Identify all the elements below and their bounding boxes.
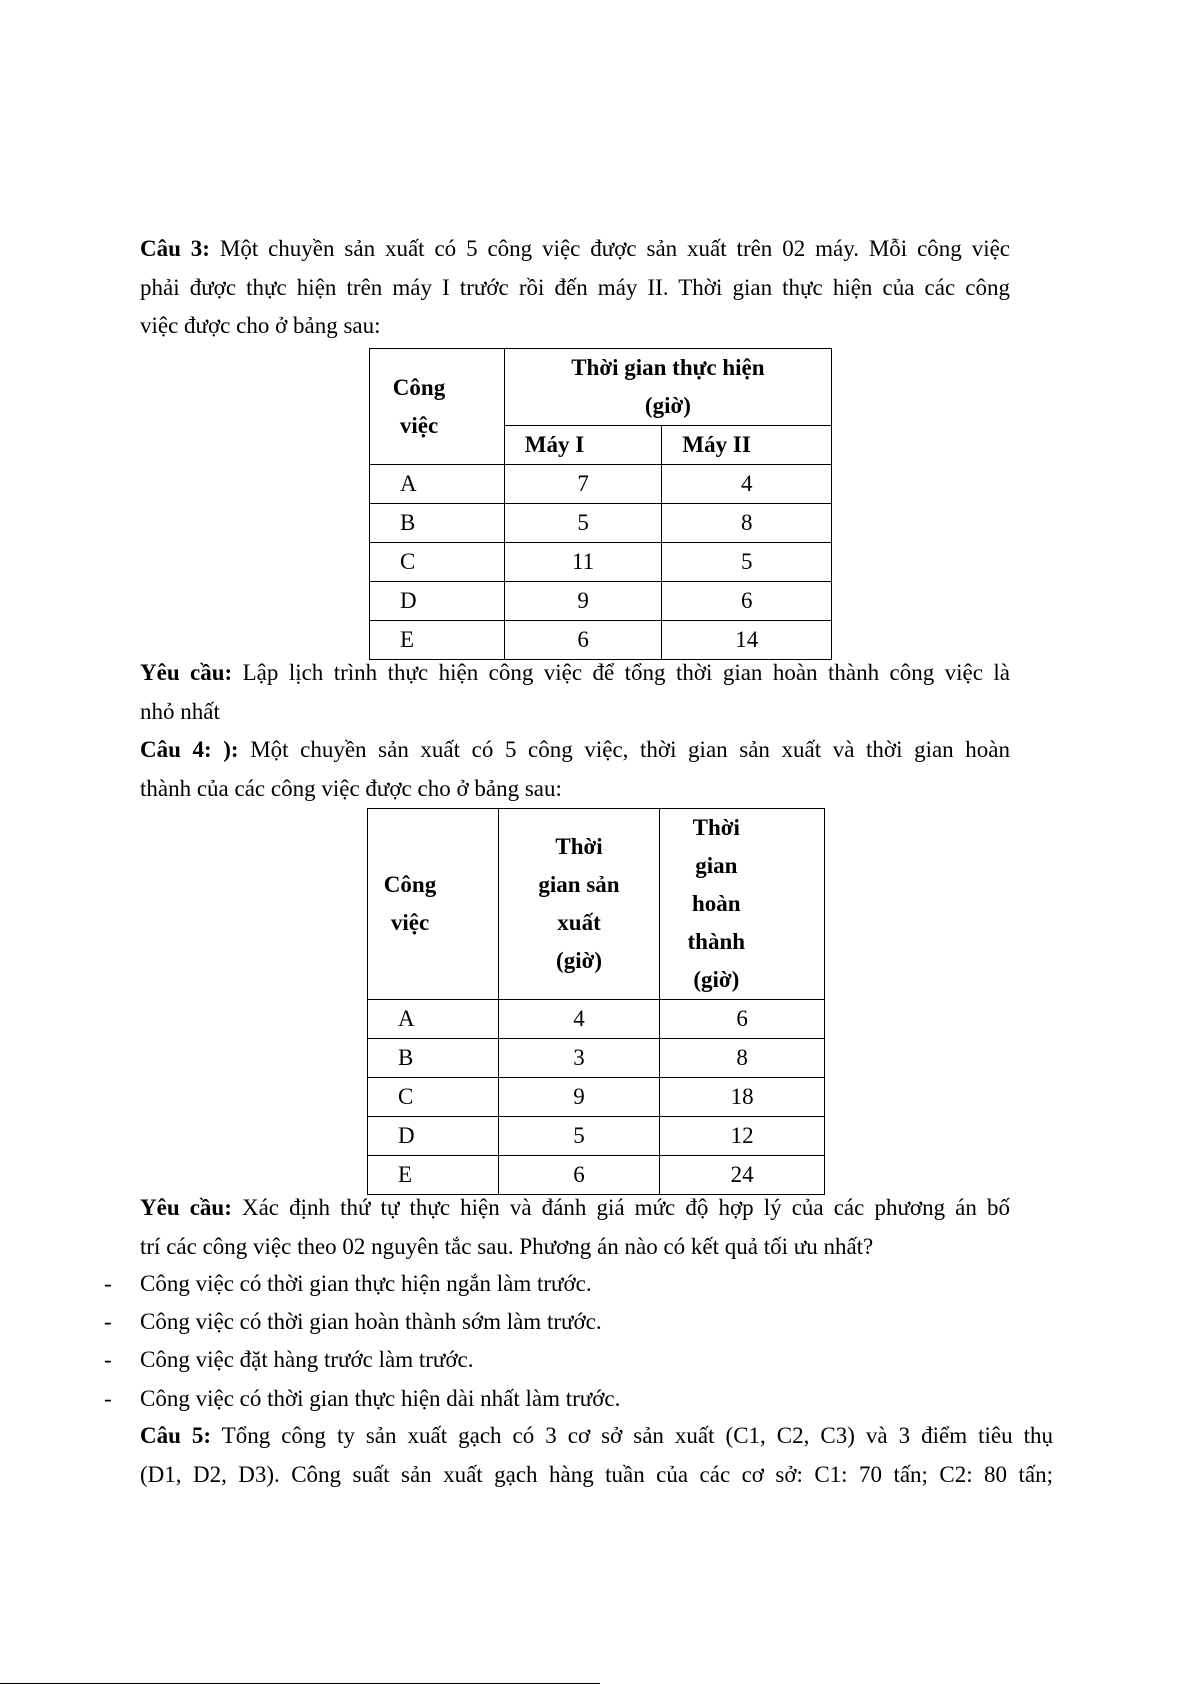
question-3-line-1: Câu 3: Một chuyền sản xuất có 5 công việc được sản xuất trên 02 máy. Mỗi công việc bbox=[140, 236, 1011, 261]
question-3 bbox=[140, 230, 1010, 346]
table-row: C 9 18 bbox=[368, 1078, 825, 1117]
requirement-3-line-2: nhỏ nhất bbox=[140, 698, 220, 724]
table1-header-job: Công việc bbox=[370, 349, 505, 465]
table-row: D 9 6 bbox=[370, 582, 832, 621]
table1-header-machine-2: Máy II bbox=[662, 426, 832, 465]
table2-header-production-time: Thời gian sản xuất (giờ) bbox=[498, 809, 660, 1000]
table-row: C 11 5 bbox=[370, 543, 832, 582]
footer-rule bbox=[0, 1683, 600, 1684]
table-row: E 6 24 bbox=[368, 1156, 825, 1195]
requirement-3-line-1: Yêu cầu: Lập lịch trình thực hiện công việc để tổng thời gian hoàn thành công việc là bbox=[140, 660, 1010, 685]
question-5 bbox=[140, 1417, 1053, 1494]
question-3-line-3: việc được cho ở bảng sau: bbox=[140, 313, 381, 338]
question-4-line-1: Câu 4: ): Một chuyền sản xuất có 5 công việc, thời gian sản xuất và thời gian hoàn bbox=[140, 737, 1010, 762]
table-row: A 4 6 bbox=[368, 1000, 825, 1039]
question-5-line-1: Câu 5: Tổng công ty sản xuất gạch có 3 cơ sở sản xuất (C1, C2, C3) và 3 điểm tiêu thụ bbox=[140, 1423, 1054, 1448]
question-4-label: Câu 4: ): bbox=[140, 737, 239, 762]
table-row: E 6 14 bbox=[370, 621, 832, 660]
requirement-4-line-1: Yêu cầu: Xác định thứ tự thực hiện và đánh giá mức độ hợp lý của các phương án bố bbox=[140, 1195, 1010, 1220]
requirement-4-line-2: trí các công việc theo 02 nguyên tắc sau. Phương án nào có kết quả tối ưu nhất? bbox=[140, 1233, 874, 1259]
list-item: - Công việc có thời gian hoàn thành sớm làm trước. bbox=[104, 1309, 602, 1335]
table1-header-machine-1: Máy I bbox=[504, 426, 662, 465]
table2-header-job: Công việc bbox=[368, 809, 499, 1000]
table-row: D 5 12 bbox=[368, 1117, 825, 1156]
requirement-3 bbox=[140, 654, 1010, 808]
requirement-4 bbox=[140, 1189, 1010, 1266]
table-row: B 5 8 bbox=[370, 504, 832, 543]
table-row: A 7 4 bbox=[370, 465, 832, 504]
list-item: - Công việc đặt hàng trước làm trước. bbox=[104, 1347, 474, 1373]
machine-time-table bbox=[369, 348, 832, 660]
question-5-label: Câu 5: bbox=[140, 1423, 212, 1448]
table2-header-completion-time: Thời gian hoàn thành (giờ) bbox=[660, 809, 825, 1000]
table1-header-time: Thời gian thực hiện (giờ) bbox=[504, 349, 831, 426]
question-3-label: Câu 3: bbox=[140, 236, 210, 261]
principles-list bbox=[0, 1265, 1010, 1418]
question-5-line-2: (D1, D2, D3). Công suất sản xuất gạch hàng tuần của các cơ sở: C1: 70 tấn; C2: 80 tấn; bbox=[140, 1461, 1053, 1487]
list-item: - Công việc có thời gian thực hiện dài nhất làm trước. bbox=[104, 1385, 621, 1411]
question-3-line-2: phải được thực hiện trên máy I trước rồi đến máy II. Thời gian thực hiện của các công bbox=[140, 274, 1010, 300]
list-item: - Công việc có thời gian thực hiện ngắn làm trước. bbox=[104, 1271, 592, 1296]
table-row: B 3 8 bbox=[368, 1039, 825, 1078]
requirement-4-label: Yêu cầu: bbox=[140, 1195, 232, 1220]
requirement-3-label: Yêu cầu: bbox=[140, 660, 233, 685]
question-4-line-2: thành của các công việc được cho ở bảng sau: bbox=[140, 775, 562, 801]
completion-time-table bbox=[367, 808, 825, 1195]
